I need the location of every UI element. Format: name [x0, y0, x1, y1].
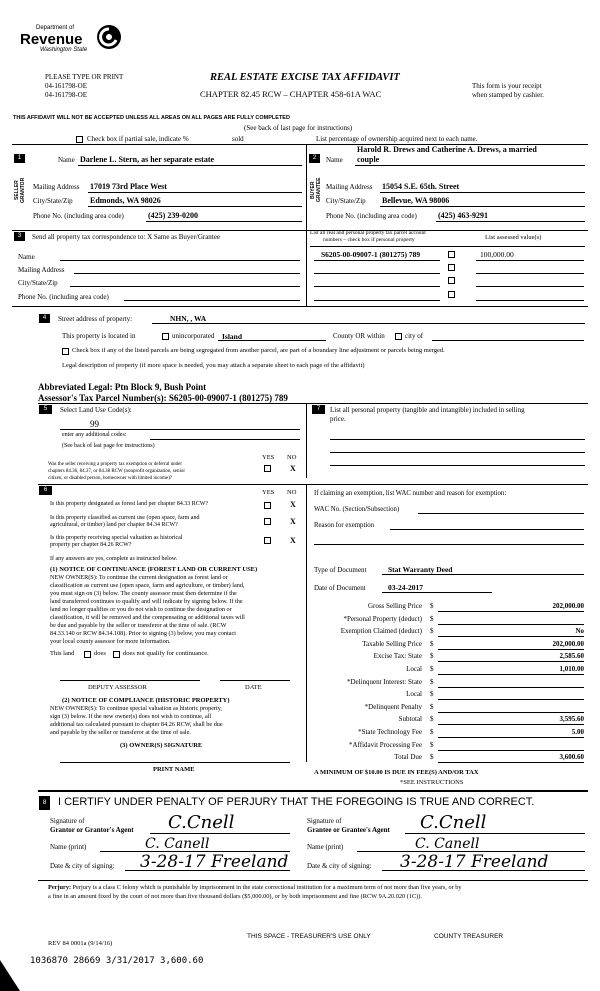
- deputy-assessor: DEPUTY ASSESSOR: [88, 684, 147, 691]
- sec5-yes: YES: [262, 454, 275, 461]
- fin-underline: [438, 687, 584, 688]
- fin-label: Taxable Selling Price: [362, 640, 422, 648]
- historic-line-1: NEW OWNER(S): To continue special valuation as historic property,: [50, 705, 222, 712]
- section-5-number: 5: [39, 405, 52, 414]
- fin-underline: [438, 674, 584, 675]
- assessed-value: 100,000.00: [480, 250, 514, 259]
- receipt-line2: when stamped by cashier.: [472, 91, 544, 99]
- historic-yes-checkbox[interactable]: [264, 537, 271, 544]
- buyer-address-label: Mailing Address: [326, 183, 373, 191]
- sec5-q1a: Was the seller receiving a property tax exemption or deferral under: [48, 462, 182, 467]
- rev-code: REV 84 0001a (9/14/16): [48, 940, 113, 947]
- section-4-number: 4: [39, 314, 50, 323]
- partial-sale-label: Check box if partial sale, indicate %: [87, 135, 189, 143]
- grantee-signature: C.Cnell: [420, 812, 487, 833]
- fin-label: *Delinquent Penalty: [364, 703, 422, 711]
- seller-city-label: City/State/Zip: [33, 197, 73, 205]
- historic-line-4: and payable by the seller or transferor at the time of sale.: [50, 729, 191, 736]
- see-instructions-2: *SEE INSTRUCTIONS: [400, 779, 464, 786]
- current-use-yes-checkbox[interactable]: [264, 518, 271, 525]
- dor-logo-icon: [96, 24, 122, 50]
- buyer-phone: (425) 463-9291: [438, 211, 488, 220]
- fin-value: 3,600.60: [559, 753, 584, 761]
- sec6-no: NO: [287, 489, 297, 496]
- fin-dollar: $: [430, 627, 434, 635]
- fin-dollar: $: [430, 665, 434, 673]
- notice-continuance: (1) NOTICE OF CONTINUANCE (FOREST LAND OR CURRENT USE): [50, 566, 258, 573]
- fin-label: Total Due: [394, 753, 422, 761]
- sec5-see: (See back of last page for instructions): [62, 443, 155, 449]
- notice-line-8: 84.33.140 or RCW 84.34.108). Prior to signing (3) below, you may contact: [50, 630, 236, 637]
- parcel-list-header-1: List all real and personal property tax parcel account: [310, 230, 426, 236]
- fin-dollar: $: [430, 678, 434, 686]
- grantee-date-label: Date & city of signing:: [307, 862, 372, 870]
- fin-value: 202,000.00: [552, 640, 584, 648]
- fin-dollar: $: [430, 703, 434, 711]
- dept-line2: Revenue: [20, 31, 83, 48]
- assessor-date: DATE: [245, 684, 262, 691]
- fin-label: Local: [406, 665, 422, 673]
- grantor-signature: C.Cnell: [168, 812, 235, 833]
- city-of-label: city of: [405, 332, 424, 340]
- historic-line-3: additional tax calculated pursuant to chapter 84.26 RCW, shall be due: [50, 721, 223, 728]
- sec3-city-label: City/State/Zip: [18, 279, 58, 287]
- perjury-line-1: [48, 884, 462, 891]
- seller-label: SELLER GRANTOR: [14, 177, 26, 203]
- fin-underline: [438, 661, 584, 662]
- grantor-date-label: Date & city of signing:: [50, 862, 115, 870]
- warning-text: THIS AFFIDAVIT WILL NOT BE ACCEPTED UNLESS ALL AREAS ON ALL PAGES ARE FULLY COMPLETED: [13, 115, 290, 121]
- this-land-label: This land: [50, 650, 75, 657]
- code-2: 04-161798-OE: [45, 91, 87, 99]
- buyer-label: BUYER GRANTEE: [310, 177, 322, 203]
- assessed-value-header: List assessed value(s): [485, 234, 542, 241]
- fin-underline: [438, 624, 584, 625]
- fin-label: Excise Tax: State: [373, 652, 422, 660]
- fin-underline: [438, 636, 584, 637]
- personal-property-checkbox-1[interactable]: [448, 251, 455, 258]
- parcel-list-header-2: numbers – check box if personal property: [323, 237, 415, 243]
- seller-address: 17019 73rd Place West: [90, 182, 167, 191]
- fin-dollar: $: [430, 741, 434, 749]
- unincorporated-label: unincorporated: [172, 332, 215, 340]
- fin-value: 202,000.00: [552, 602, 584, 610]
- section-8-number: 8: [39, 796, 50, 810]
- county-treasurer: COUNTY TREASURER: [434, 933, 504, 940]
- buyer-name-2: couple: [357, 155, 380, 164]
- grantor-name-label: Name (print): [50, 843, 87, 851]
- land-does-checkbox[interactable]: [84, 651, 91, 658]
- grantor-sig-label-2: Grantor or Grantor's Agent: [50, 826, 134, 834]
- fin-underline: [438, 724, 584, 725]
- certify-statement: I CERTIFY UNDER PENALTY OF PERJURY THAT THE FOREGOING IS TRUE AND CORRECT.: [58, 796, 535, 808]
- buyer-city: Bellevue, WA 98006: [382, 196, 450, 205]
- abbreviated-legal: Abbreviated Legal: Ptn Block 9, Bush Point: [38, 382, 207, 392]
- section-6-number: 6: [39, 486, 52, 495]
- personal-property-checkbox-4[interactable]: [448, 291, 455, 298]
- seller-phone: (425) 239-0200: [148, 211, 198, 220]
- located-in: This property is located in: [62, 332, 136, 340]
- fin-value: 2,585.60: [559, 652, 584, 660]
- sec3-address-label: Mailing Address: [18, 266, 65, 274]
- forest-yes-checkbox[interactable]: [264, 502, 271, 509]
- personal-property-price: price.: [330, 415, 346, 423]
- dept-line1: Department of: [36, 25, 75, 31]
- grantee-sig-label-1: Signature of: [307, 817, 342, 825]
- fin-label: *Affidavit Processing Fee: [349, 741, 422, 749]
- fin-underline: [438, 750, 584, 751]
- segregated-checkbox[interactable]: [62, 348, 69, 355]
- seller-name: Darlene L. Stern, as her separate estate: [80, 155, 215, 164]
- fin-dollar: $: [430, 602, 434, 610]
- perjury-bold: Perjury:: [48, 884, 72, 891]
- notice-line-7: be due and payable by the seller or transferor at the time of sale. (RCW: [50, 622, 227, 629]
- fin-dollar: $: [430, 715, 434, 723]
- historic-line-2: sign (3) below. If the new owner(s) does not wish to continue, all: [50, 713, 212, 720]
- scan-corner-mark: [0, 960, 26, 991]
- minimum-note: A MINIMUM OF $10.00 IS DUE IN FEE(S) AND/OR TAX: [314, 769, 479, 776]
- grantee-date: 3-28-17 Freeland: [400, 852, 549, 872]
- sec5-yes-checkbox[interactable]: [264, 465, 271, 472]
- fin-value: No: [575, 627, 584, 635]
- assessor-parcel: Assessor's Tax Parcel Number(s): S6205-00-09007-1 (801275) 789: [38, 393, 288, 403]
- personal-property-checkbox-3[interactable]: [448, 277, 455, 284]
- receipt-line1: This form is your receipt: [472, 82, 542, 90]
- fin-label: Local: [406, 690, 422, 698]
- sec5-q1b: chapters 84.36, 84.37, or 84.38 RCW (nonprofit organization, senior: [48, 469, 186, 474]
- fin-underline: [438, 712, 584, 713]
- fin-value: 5.00: [571, 728, 584, 736]
- land-use-code: 99: [90, 419, 99, 429]
- fin-underline: [438, 649, 584, 650]
- does-label: does: [94, 650, 106, 657]
- fin-dollar: $: [430, 640, 434, 648]
- buyer-name-label: Name: [326, 156, 343, 164]
- land-use-label: Select Land Use Code(s):: [60, 406, 132, 414]
- additional-codes: enter any additional codes:: [62, 432, 127, 438]
- fin-dollar: $: [430, 615, 434, 623]
- fin-underline: [438, 762, 584, 763]
- owner-signature-label: (3) OWNER(S) SIGNATURE: [120, 742, 203, 749]
- fin-dollar: $: [430, 753, 434, 761]
- fin-label: Exemption Claimed (deduct): [340, 627, 422, 635]
- seller-name-label: Name: [58, 156, 75, 164]
- sec6-q3a: Is this property receiving special valuation as historical: [50, 535, 183, 541]
- doc-type-label: Type of Document: [314, 566, 367, 574]
- reason-label: Reason for exemption: [314, 522, 375, 529]
- seller-phone-label: Phone No. (including area code): [33, 212, 124, 220]
- partial-sale-checkbox[interactable]: [76, 136, 83, 143]
- notice-compliance: (2) NOTICE OF COMPLIANCE (HISTORIC PROPERTY): [62, 697, 230, 704]
- personal-property-checkbox-2[interactable]: [448, 264, 455, 271]
- code-1: 04-161798-OE: [45, 82, 87, 90]
- grantor-date: 3-28-17 Freeland: [140, 852, 289, 872]
- notice-line-2: classification as current use (open space, farm and agriculture, or timber) land,: [50, 582, 245, 589]
- grantee-name: C. Canell: [415, 836, 480, 852]
- grantor-sig-label-1: Signature of: [50, 817, 85, 825]
- grantee-name-label: Name (print): [307, 843, 344, 851]
- if-any-yes: If any answers are yes, complete as instructed below.: [50, 556, 178, 562]
- section-3-number: 3: [14, 232, 25, 241]
- fin-underline: [438, 611, 584, 612]
- ownership-note: List percentage of ownership acquired next to each name.: [316, 135, 478, 143]
- print-name-label: PRINT NAME: [153, 766, 195, 773]
- forest-no-mark: X: [290, 500, 296, 509]
- treasurer-space: THIS SPACE - TREASURER'S USE ONLY: [247, 933, 371, 940]
- sold-label: sold: [232, 135, 244, 143]
- form-title: REAL ESTATE EXCISE TAX AFFIDAVIT: [210, 72, 400, 83]
- fin-dollar: $: [430, 690, 434, 698]
- notice-line-5: land no longer qualifies or you do not wish to continue the designation or: [50, 606, 232, 613]
- sec6-yes: YES: [262, 489, 275, 496]
- fin-dollar: $: [430, 728, 434, 736]
- perjury-line-2: a fine in an amount fixed by the court of not more than five thousand dollars ($5,000.00), or by both imprisonment and fine (RCW 9A.20.020 (1C)).: [48, 893, 422, 900]
- county-or-within: County OR within: [333, 332, 385, 340]
- treasurer-stamp: 1036870 28669 3/31/2017 3,600.60: [30, 956, 204, 966]
- section-1-number: 1: [14, 154, 25, 163]
- send-correspondence: Send all property tax correspondence to: X Same as Buyer/Grantee: [32, 233, 220, 241]
- fin-value: 1,010.00: [559, 665, 584, 673]
- street-address: NHN, , WA: [170, 314, 207, 323]
- sec6-q2b: agricultural, or timber) land per chapter 84.34 RCW?: [50, 522, 178, 528]
- fin-label: *State Technology Fee: [358, 728, 422, 736]
- unincorporated-checkbox[interactable]: [162, 333, 169, 340]
- exemption-claim: If claiming an exemption, list WAC number and reason for exemption:: [314, 490, 507, 497]
- grantee-sig-label-2: Grantee or Grantee's Agent: [307, 826, 390, 834]
- seller-address-label: Mailing Address: [33, 183, 80, 191]
- see-instructions: (See back of last page for instructions): [244, 124, 353, 132]
- fin-value: 3,595.60: [559, 715, 584, 723]
- notice-line-1: NEW OWNER(S): To continue the current designation as forest land or: [50, 574, 228, 581]
- sec5-no-mark: X: [290, 464, 296, 473]
- sec5-no: NO: [287, 454, 297, 461]
- notice-line-6: classification, it will be removed and the compensating or additional taxes will: [50, 614, 245, 621]
- current-use-no-mark: X: [290, 517, 296, 526]
- legal-description-label: Legal description of property (if more space is needed, you may attach a separate sheet to each page of the affidavit): [62, 362, 365, 369]
- doc-date: 03-24-2017: [388, 583, 423, 592]
- land-does-not-checkbox[interactable]: [113, 651, 120, 658]
- county-name: Island: [222, 332, 243, 341]
- city-checkbox[interactable]: [395, 333, 402, 340]
- notice-line-4: land transferred continues to qualify and will indicate by signing below. If the: [50, 598, 243, 605]
- personal-property-list: List all personal property (tangible and intangible) included in selling: [330, 406, 525, 414]
- buyer-address: 15054 S.E. 65th. Street: [382, 182, 460, 191]
- seller-city: Edmonds, WA 98026: [90, 196, 161, 205]
- form-chapter: CHAPTER 82.45 RCW – CHAPTER 458-61A WAC: [200, 89, 382, 99]
- fin-underline: [438, 699, 584, 700]
- notice-line-9: your local county assessor for more information.: [50, 638, 171, 645]
- fin-label: *Personal Property (deduct): [343, 615, 422, 623]
- buyer-city-label: City/State/Zip: [326, 197, 366, 205]
- segregated-label: Check box if any of the listed parcels are being segregated from another parcel, are part of a boundary line adjustment or parcels being merged.: [72, 347, 445, 354]
- doc-type: Stat Warranty Deed: [388, 565, 453, 574]
- sec6-q1: Is this property designated as forest land per chapter 84.33 RCW?: [50, 501, 209, 507]
- historic-no-mark: X: [290, 536, 296, 545]
- doc-date-label: Date of Document: [314, 584, 366, 592]
- fin-label: Gross Selling Price: [367, 602, 422, 610]
- please-type: PLEASE TYPE OR PRINT: [45, 73, 124, 81]
- buyer-name-1: Harold R. Drews and Catherine A. Drews, a married: [357, 145, 537, 154]
- perjury-text: Perjury is a class C felony which is punishable by imprisonment in the state correctional institution for a maximum term of not more than five years, or by: [71, 884, 462, 891]
- fin-dollar: $: [430, 652, 434, 660]
- section-7-number: 7: [312, 405, 325, 414]
- grantor-name: C. Canell: [145, 836, 210, 852]
- sec3-phone-label: Phone No. (including area code): [18, 293, 109, 301]
- fin-underline: [438, 737, 584, 738]
- notice-line-3: you must sign on (3) below. The county assessor must then determine if the: [50, 590, 237, 597]
- does-not-label: does not qualify for continuance.: [123, 650, 209, 657]
- sec6-q2a: Is this property classified as current use (open space, farm and: [50, 515, 200, 521]
- sec6-q3b: property per chapter 84.26 RCW?: [50, 542, 132, 548]
- buyer-phone-label: Phone No. (including area code): [326, 212, 417, 220]
- parcel-number: S6205-00-09007-1 (801275) 789: [321, 250, 421, 259]
- section-2-number: 2: [309, 154, 320, 163]
- dept-line3: Washington State: [40, 47, 88, 53]
- sec3-name-label: Name: [18, 253, 35, 261]
- wac-label: WAC No. (Section/Subsection): [314, 506, 400, 513]
- fin-label: *Delinquent Interest: State: [346, 678, 422, 686]
- fin-label: Subtotal: [398, 715, 422, 723]
- sec5-q1c: citizen, or disabled person, homeowner with limited income)?: [48, 476, 172, 481]
- street-address-label: Street address of property:: [58, 315, 133, 323]
